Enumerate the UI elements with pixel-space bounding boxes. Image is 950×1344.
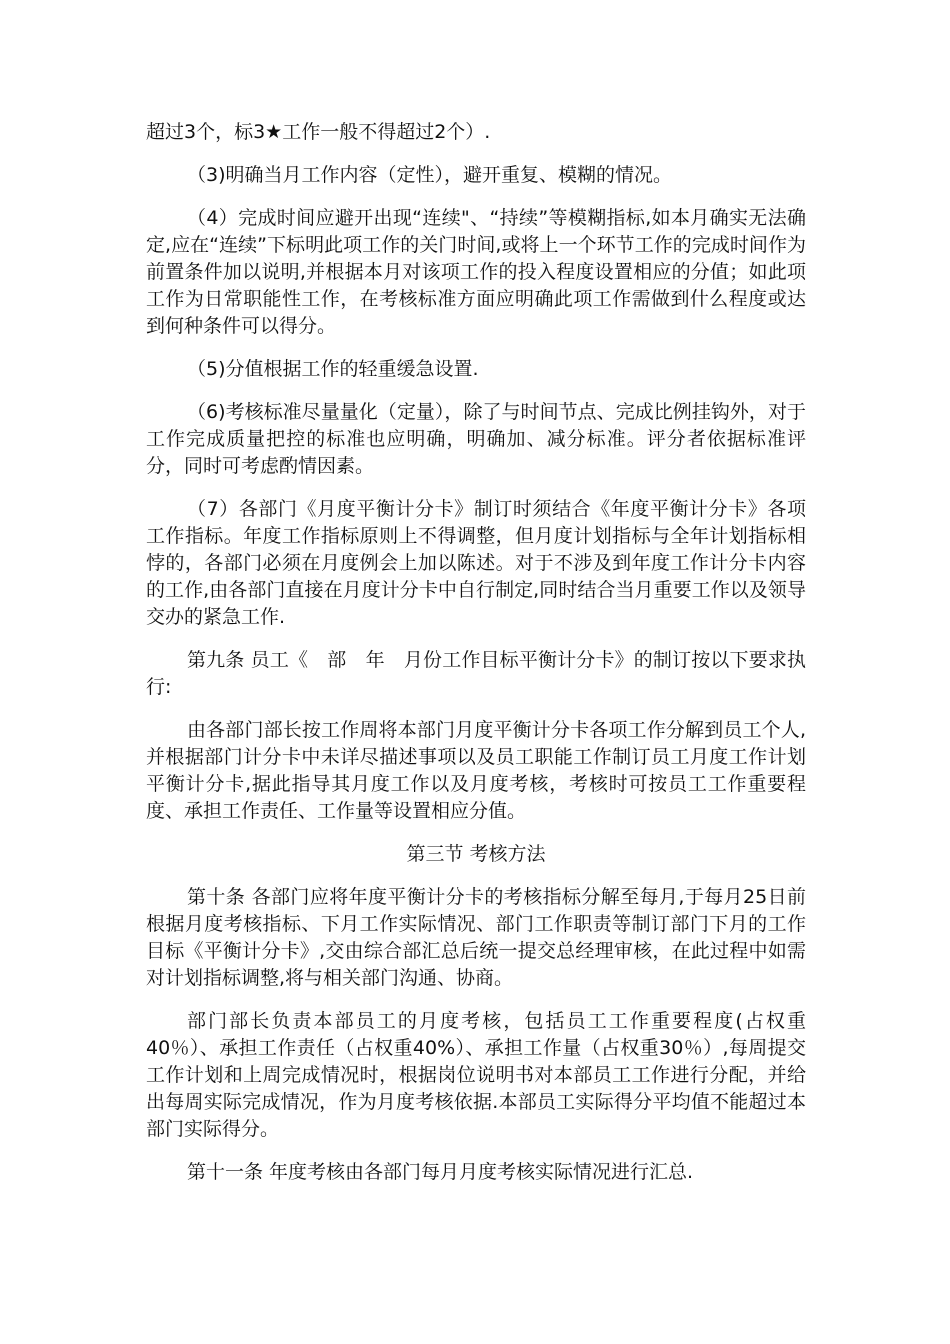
paragraph-item-6: （6)考核标准尽量量化（定量），除了与时间节点、完成比例挂钩外，对于工作完成质量把控的标准也应明确，明确加、减分标准。评分者依据标准评分，同时可考虑酌情因素。 xyxy=(146,401,806,477)
paragraph-article-9-body: 由各部门部长按工作周将本部门月度平衡计分卡各项工作分解到员工个人,并根据部门计分卡中未详尽描述事项以及员工职能工作制订员工月度工作计划平衡计分卡,据此指导其月度工作以及月度考核，考核时可按员工工作重要程度、承担工作责任、工作量等设置相应分值。 xyxy=(146,719,806,822)
document-body xyxy=(146,119,806,1202)
section-heading: 第三节 考核方法 xyxy=(406,843,546,865)
paragraph-continuation: 超过3个，标3★工作一般不得超过2个）. xyxy=(146,121,491,143)
paragraph-department-assessment: 部门部长负责本部员工的月度考核，包括员工工作重要程度(占权重40％）、承担工作责任（占权重40%）、承担工作量（占权重30％）,每周提交工作计划和上周完成情况时，根据岗位说明书对本部员工工作进行分配，并给出每周实际完成情况，作为月度考核依据.本部员工实际得分平均值不能超过本部门实际得分。 xyxy=(146,1010,806,1140)
paragraph-item-5: （5)分值根据工作的轻重缓急设置. xyxy=(187,358,479,380)
paragraph-article-10: 第十条 各部门应将年度平衡计分卡的考核指标分解至每月,于每月25日前根据月度考核指标、下月工作实际情况、部门工作职责等制订部门下月的工作目标《平衡计分卡》,交由综合部汇总后统一提交总经理审核，在此过程中如需对计划指标调整,将与相关部门沟通、协商。 xyxy=(146,886,806,989)
paragraph-article-11: 第十一条 年度考核由各部门每月月度考核实际情况进行汇总. xyxy=(187,1161,694,1183)
paragraph-article-9: 第九条 员工《 部 年 月份工作目标平衡计分卡》的制订按以下要求执行: xyxy=(146,649,806,698)
paragraph-item-4: （4）完成时间应避开出现“连续"、“持续”等模糊指标,如本月确实无法确定,应在“连续”下标明此项工作的关门时间,或将上一个环节工作的完成时间作为前置条件加以说明,并根据本月对该项工作的投入程度设置相应的分值；如此项工作为日常职能性工作，在考核标准方面应明确此项工作需做到什么程度或达到何种条件可以得分。 xyxy=(146,207,806,337)
paragraph-item-7: （7）各部门《月度平衡计分卡》制订时须结合《年度平衡计分卡》各项工作指标。年度工作指标原则上不得调整，但月度计划指标与全年计划指标相悖的，各部门必须在月度例会上加以陈述。对于不涉及到年度工作计分卡内容的工作,由各部门直接在月度计分卡中自行制定,同时结合当月重要工作以及领导交办的紧急工作. xyxy=(146,498,806,628)
paragraph-item-3: （3)明确当月工作内容（定性），避开重复、模糊的情况。 xyxy=(187,164,673,186)
